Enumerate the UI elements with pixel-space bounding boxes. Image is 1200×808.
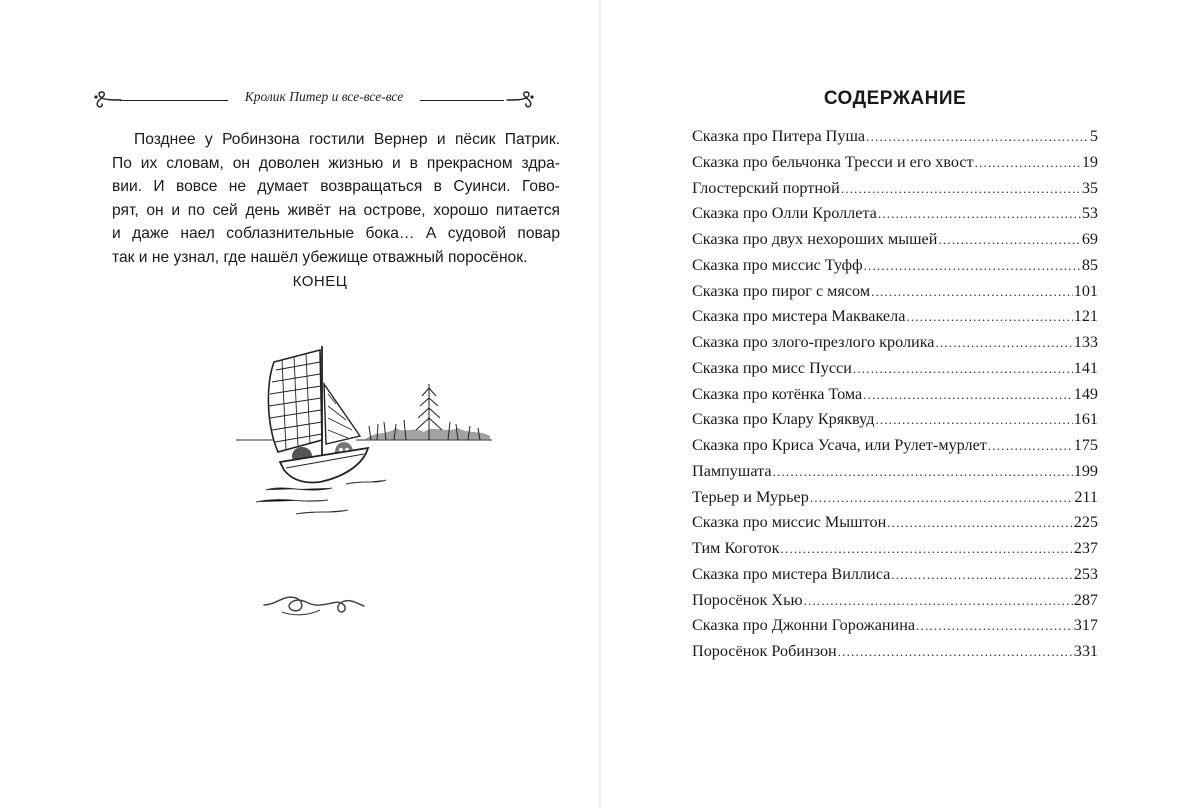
toc-entry-page-number: 287	[1073, 590, 1098, 609]
toc-entry-title: Сказка про миссис Мыштон	[692, 513, 887, 532]
toc-entry[interactable]	[692, 282, 1098, 308]
toc-entry-title: Сказка про Питера Пуша	[692, 127, 866, 145]
toc-entry-title: Сказка про бельчонка Тресси и его хвост	[692, 152, 974, 171]
sailboat-illustration	[236, 344, 492, 522]
toc-entry[interactable]	[692, 565, 1098, 591]
toc-entry-title: Глостерский портной	[692, 178, 840, 197]
toc-entry-page-number: 211	[1074, 487, 1098, 506]
toc-entry[interactable]	[692, 385, 1098, 411]
dot-leader	[887, 515, 1072, 531]
toc-entry-title: Сказка про Джонни Горожанина	[692, 616, 916, 635]
toc-entry[interactable]	[692, 359, 1098, 385]
toc-entry-page-number: 101	[1073, 281, 1098, 300]
toc-entry-title: Сказка про Олли Кроллета	[692, 204, 877, 223]
toc-entry-title: Поросёнок Робинзон	[692, 642, 837, 660]
contents-heading: СОДЕРЖАНИЕ	[823, 88, 967, 109]
toc-entry-page-number: 225	[1073, 513, 1098, 532]
toc-entry[interactable]	[692, 513, 1098, 539]
toc-entry[interactable]	[692, 204, 1098, 230]
dot-leader	[975, 155, 1081, 171]
dot-leader	[936, 335, 1073, 351]
toc-entry-page-number: 199	[1073, 461, 1098, 480]
toc-entry[interactable]	[692, 410, 1098, 436]
toc-entry-page-number: 19	[1081, 152, 1098, 171]
paragraph-line: и даже наел соблазнительные бока… А судовой повар	[112, 225, 560, 243]
table-of-contents	[692, 127, 1098, 668]
paragraph-line: вии. И вовсе не думает возвращаться в Суинси. Гово-	[112, 178, 560, 196]
dot-leader	[841, 181, 1081, 197]
dot-leader	[988, 438, 1073, 454]
story-ending-paragraph	[112, 128, 560, 270]
toc-entry[interactable]	[692, 488, 1098, 514]
the-end-label: КОНЕЦ	[292, 273, 348, 290]
toc-entry-title: Терьер и Мурьер	[692, 487, 809, 506]
toc-entry-page-number: 85	[1081, 255, 1098, 274]
toc-entry[interactable]	[692, 642, 1098, 668]
paragraph-line: По их словам, он доволен жизнью и в прекрасном здра-	[112, 154, 560, 172]
toc-entry-page-number: 69	[1081, 230, 1098, 248]
toc-entry-title: Сказка про миссис Туфф	[692, 255, 863, 274]
toc-entry-page-number: 121	[1073, 307, 1098, 326]
toc-entry-title: Поросёнок Хью	[692, 590, 803, 609]
toc-entry-page-number: 175	[1073, 436, 1098, 454]
dot-leader	[938, 232, 1080, 248]
toc-entry-page-number: 331	[1073, 642, 1098, 660]
toc-entry[interactable]	[692, 256, 1098, 282]
toc-entry[interactable]	[692, 127, 1098, 153]
dot-leader	[773, 464, 1073, 480]
running-header-title: Кролик Питер и все-все-все	[244, 89, 404, 104]
header-rule-right	[420, 100, 504, 101]
toc-entry-page-number: 237	[1073, 539, 1098, 557]
toc-entry-title: Сказка про котёнка Тома	[692, 384, 863, 403]
dot-leader	[866, 129, 1089, 145]
dot-leader	[891, 567, 1072, 583]
toc-entry[interactable]	[692, 179, 1098, 205]
toc-entry[interactable]	[692, 333, 1098, 359]
toc-entry-title: Пампушата	[692, 461, 772, 480]
paragraph-line: рят, он и по сей день живёт на острове, хорошо питается	[112, 201, 560, 219]
dot-leader	[875, 412, 1072, 428]
toc-entry-title: Сказка про пирог с мясом	[692, 281, 871, 300]
dot-leader	[864, 258, 1081, 274]
dot-leader	[916, 618, 1073, 634]
toc-entry-title: Сказка про мистера Виллиса	[692, 564, 891, 583]
dot-leader	[906, 309, 1072, 325]
toc-entry[interactable]	[692, 462, 1098, 488]
ornament-icon	[262, 590, 366, 620]
toc-entry-page-number: 35	[1081, 178, 1098, 197]
toc-entry-page-number: 5	[1089, 127, 1098, 145]
toc-entry-page-number: 133	[1073, 333, 1098, 351]
dot-leader	[838, 644, 1073, 660]
toc-entry[interactable]	[692, 436, 1098, 462]
toc-entry-page-number: 317	[1073, 616, 1098, 635]
paragraph-line: так и не узнал, где нашёл убежище отважный поросёнок.	[112, 248, 528, 266]
toc-entry[interactable]	[692, 616, 1098, 642]
dot-leader	[878, 206, 1081, 222]
toc-entry-title: Сказка про мисс Пусси	[692, 358, 852, 377]
dot-leader	[804, 593, 1073, 609]
flourish-right-icon	[506, 88, 536, 110]
toc-entry-title: Сказка про злого-презлого кролика	[692, 333, 935, 351]
header-rule-left	[120, 100, 228, 101]
dot-leader	[780, 541, 1072, 557]
toc-entry[interactable]	[692, 307, 1098, 333]
toc-entry-page-number: 141	[1073, 358, 1098, 377]
dot-leader	[871, 284, 1073, 300]
toc-entry-title: Сказка про двух нехороших мышей	[692, 230, 938, 248]
toc-entry-title: Тим Коготок	[692, 539, 780, 557]
flourish-left-icon	[92, 88, 122, 110]
toc-entry-page-number: 253	[1073, 564, 1098, 583]
running-header	[92, 86, 552, 112]
toc-entry-title: Сказка про Клару Кряквуд	[692, 410, 875, 429]
toc-entry-title: Сказка про Криса Усача, или Рулет-мурлет	[692, 436, 987, 454]
dot-leader	[810, 490, 1074, 506]
toc-entry-page-number: 53	[1081, 204, 1098, 223]
paragraph-line: Позднее у Робинзона гостили Вернер и пёсик Патрик.	[134, 131, 560, 148]
toc-entry-page-number: 161	[1073, 410, 1098, 429]
dot-leader	[863, 387, 1073, 403]
toc-entry-page-number: 149	[1073, 384, 1098, 403]
toc-entry-title: Сказка про мистера Маквакела	[692, 307, 906, 326]
toc-entry[interactable]	[692, 153, 1098, 179]
toc-entry[interactable]	[692, 539, 1098, 565]
toc-entry[interactable]	[692, 591, 1098, 617]
toc-entry[interactable]	[692, 230, 1098, 256]
dot-leader	[853, 361, 1073, 377]
